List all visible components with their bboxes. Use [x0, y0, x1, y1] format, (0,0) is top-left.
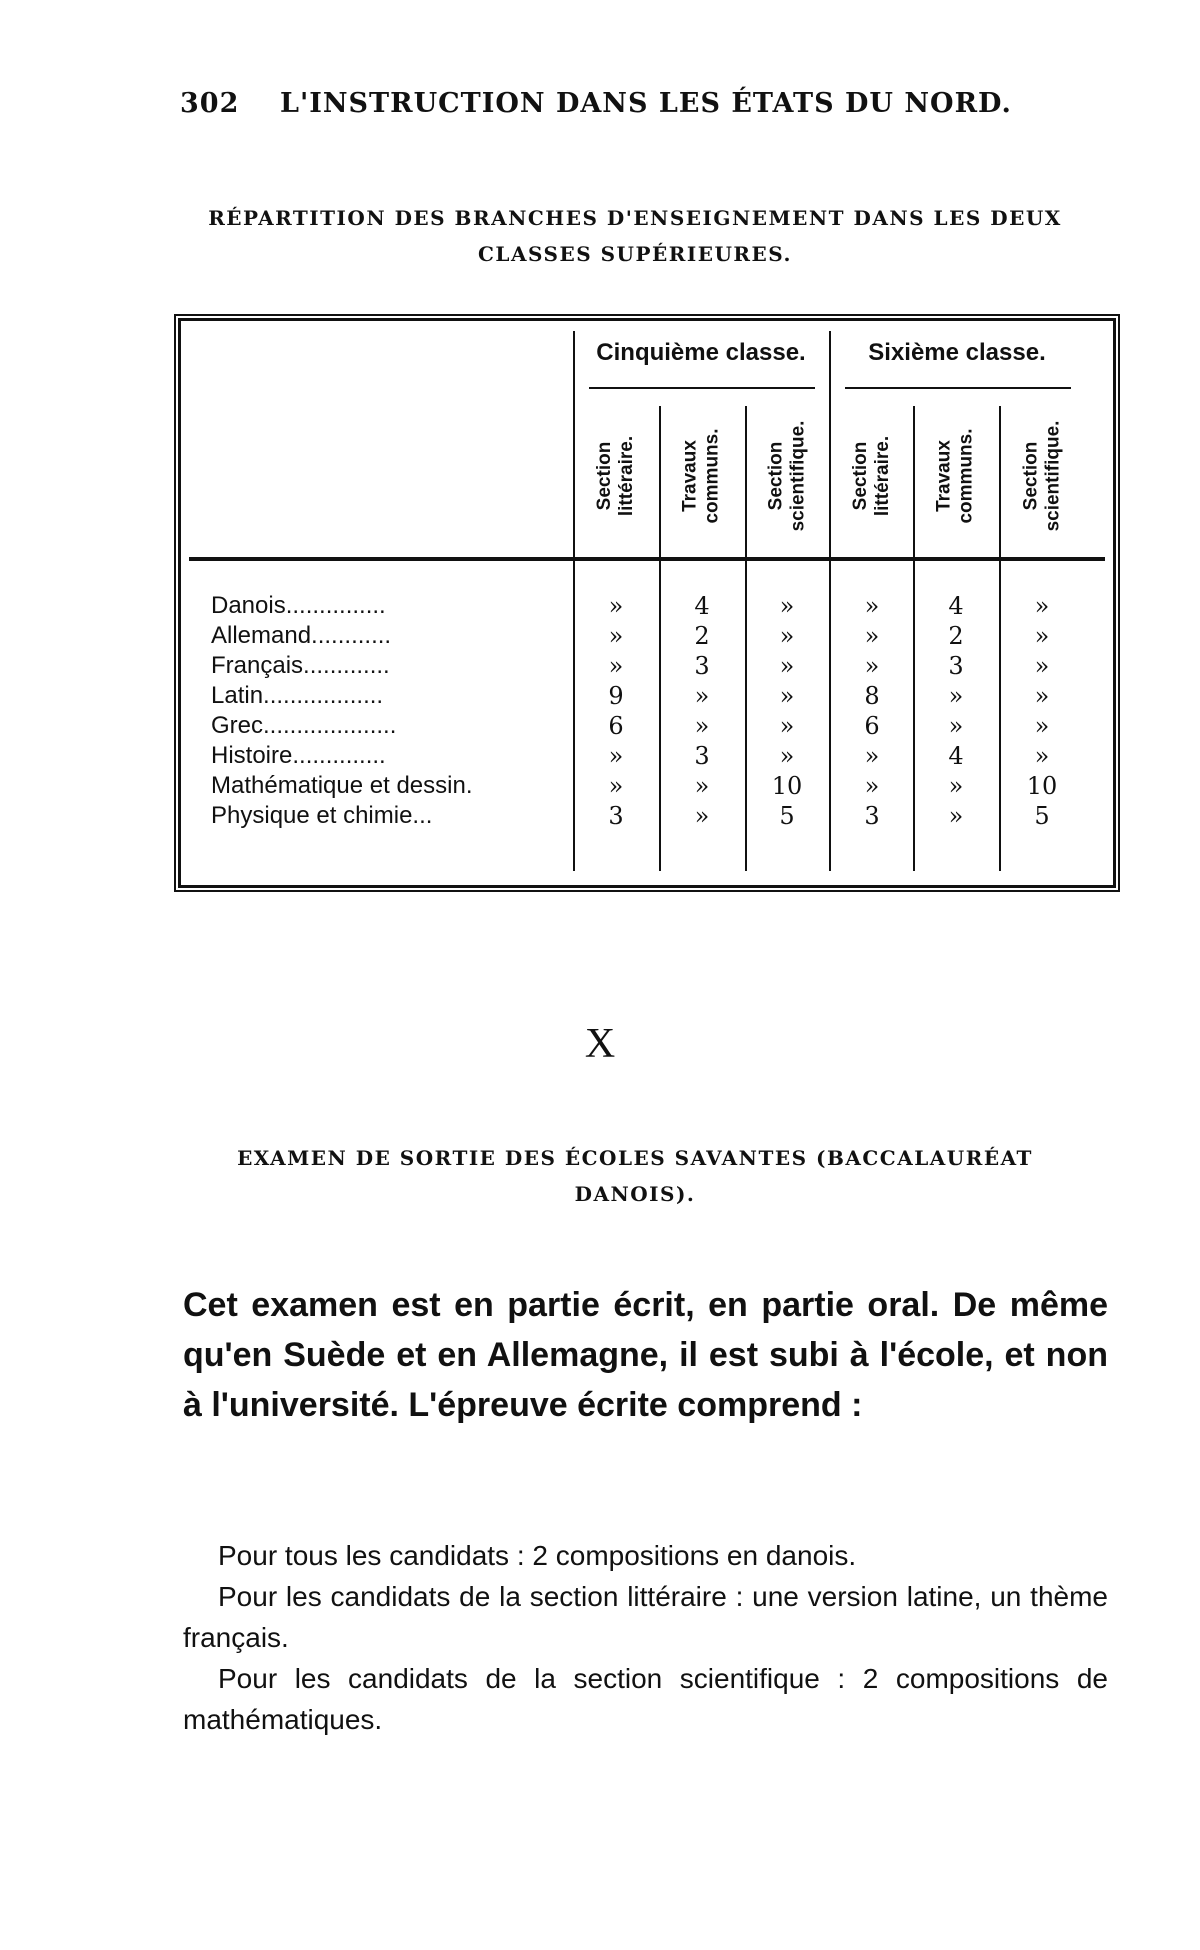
list-item: Pour tous les candidats : 2 compositions en danois.	[218, 1540, 857, 1571]
section-caption-line-1: EXAMEN DE SORTIE DES ÉCOLES SAVANTES (BACCALAURÉAT	[237, 1146, 1033, 1170]
table-row: Allemand............ » 2 » » 2 »	[211, 622, 1050, 650]
table-row: Histoire.............. » 3 » » 4 »	[211, 742, 1050, 770]
table-caption-line-1: RÉPARTITION DES BRANCHES D'ENSEIGNEMENT DANS LES DEUX	[208, 206, 1062, 230]
table-row: Français............. » 3 » » 3 »	[211, 652, 1050, 680]
curriculum-table	[178, 318, 1116, 888]
table-row: Danois............... » 4 » » 4 »	[211, 592, 1050, 620]
group-label-sixieme: Sixième classe.	[868, 339, 1046, 366]
col-header-6-communs: Travaux communs.	[934, 428, 977, 524]
list-item: Pour les candidats de la section littéraire : une version latine, un thème français.	[183, 1581, 1108, 1653]
header-rule	[189, 557, 1105, 561]
table-caption	[170, 200, 1100, 272]
section-number: X	[584, 1021, 616, 1067]
running-title: L'INSTRUCTION DANS LES ÉTATS DU NORD.	[280, 88, 1012, 119]
group-brace	[589, 387, 815, 399]
running-head	[180, 88, 1012, 119]
body-paragraph: Cet examen est en partie écrit, en partie oral. De même qu'en Suède et en Allemagne, il est subi à l'école, et non à l'université. L'épreuve écrite comprend :	[183, 1286, 1108, 1424]
col-header-5-scientifique: Section scientifique.	[765, 420, 809, 532]
table-row: Physique et chimie... 3 » 5 3 » 5	[211, 802, 1050, 830]
list-item: Pour les candidats de la section scientifique : 2 compositions de mathématiques.	[183, 1663, 1108, 1735]
col-header-6-litteraire: Section littéraire.	[850, 435, 894, 517]
group-brace	[845, 387, 1071, 399]
table-row: Latin.................. 9 » » 8 » »	[211, 682, 1050, 710]
section-caption-line-2: DANOIS).	[574, 1182, 696, 1206]
page-number: 302	[180, 88, 240, 119]
col-header-5-litteraire: Section littéraire.	[594, 435, 638, 517]
section-caption	[170, 1140, 1100, 1212]
table-caption-line-2: CLASSES SUPÉRIEURES.	[478, 242, 792, 266]
col-header-6-scientifique: Section scientifique.	[1020, 420, 1064, 532]
exam-list	[183, 1535, 1108, 1740]
col-header-5-communs: Travaux communs.	[680, 428, 723, 524]
table-row: Grec.................... 6 » » 6 » »	[211, 712, 1050, 740]
table-row: Mathématique et dessin. » » 10 » » 10	[211, 772, 1058, 800]
group-label-cinquieme: Cinquième classe.	[596, 339, 806, 366]
